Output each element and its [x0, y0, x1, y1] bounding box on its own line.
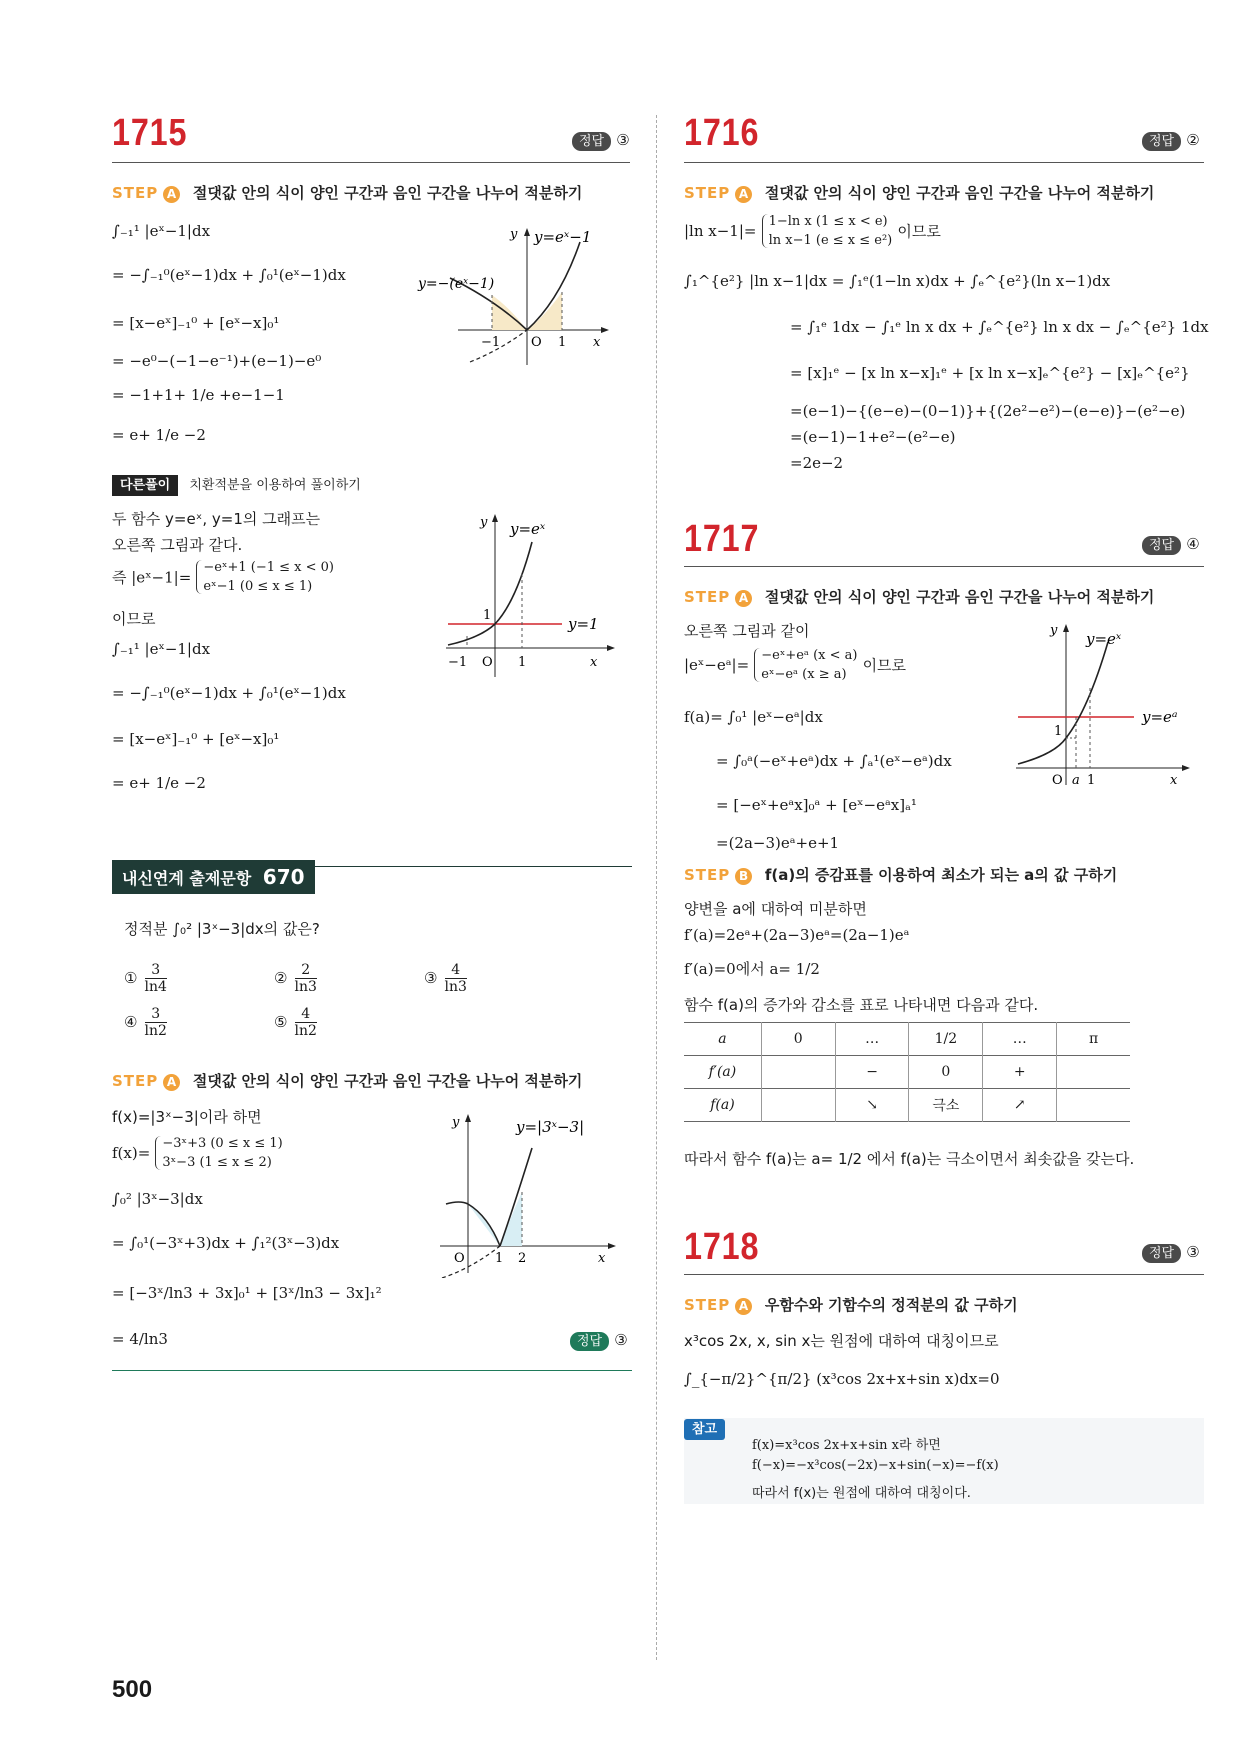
alt-cases — [112, 560, 334, 594]
step-a-1716 — [684, 182, 1154, 203]
graph-label: y=|3ˣ−3| — [516, 1118, 585, 1136]
tick-label: 2 — [518, 1251, 527, 1266]
column-divider — [656, 115, 657, 1660]
page-number: 500 — [112, 1676, 153, 1703]
choice-2[interactable] — [274, 962, 317, 995]
case-line: eˣ−eᵃ (x ≥ a) — [761, 667, 847, 682]
reference-tag: 참고 — [684, 1419, 725, 1440]
step-title: f(a)의 증감표를 이용하여 최소가 되는 a의 값 구하기 — [764, 866, 1118, 884]
related-problem-bar — [112, 860, 315, 894]
alt-line: ∫₋₁¹ |eˣ−1|dx — [112, 640, 211, 658]
axis-label: x — [593, 335, 601, 350]
axis-label: y — [480, 515, 488, 530]
step-title: 절댓값 안의 식이 양인 구간과 음인 구간을 나누어 적분하기 — [764, 588, 1155, 606]
alt-line: = [x−eˣ]₋₁⁰ + [eˣ−x]₀¹ — [112, 730, 280, 748]
choice-den: ln3 — [294, 979, 317, 995]
solution-line: =(e−1)−{(e−e)−(0−1)}+{(2e²−e²)−(e−e)}−(e²−e) — [790, 402, 1186, 420]
tick-label: −1 — [448, 655, 468, 670]
choice-num: 3 — [151, 1006, 161, 1022]
graph-ex-and-1 — [440, 512, 620, 682]
tick-label: O — [482, 655, 493, 670]
answer-1716 — [1142, 130, 1200, 149]
answer-1717 — [1142, 534, 1200, 553]
problem-number-1718: 1718 — [684, 1226, 760, 1268]
step-label: STEP — [112, 184, 159, 202]
solution-text: 오른쪽 그림과 같이 — [684, 622, 810, 640]
choice-den: ln3 — [444, 979, 467, 995]
alt-text: 두 함수 y=eˣ, y=1의 그래프는 — [112, 510, 321, 528]
increase-decrease-table — [684, 1022, 1130, 1122]
answer-badge: 정답 — [1142, 132, 1181, 151]
answer-badge: 정답 — [570, 1332, 609, 1351]
tick-label: 1 — [1054, 724, 1063, 739]
choice-den: ln2 — [294, 1023, 317, 1039]
step-a-1715 — [112, 182, 582, 203]
graph-abs-3x-minus-3 — [432, 1108, 622, 1278]
solution-line: ∫₀² |3ˣ−3|dx — [112, 1190, 203, 1208]
step-letter: A — [735, 1298, 752, 1315]
case-line: −eˣ+1 (−1 ≤ x < 0) — [203, 560, 334, 575]
choice-1[interactable] — [124, 962, 167, 995]
step-a-1717 — [684, 586, 1154, 607]
reference-tag-wrap — [684, 1418, 725, 1437]
table-cell: 0 — [761, 1023, 835, 1056]
step-a-1718 — [684, 1294, 1018, 1315]
solution-line: = e+ 1/e −2 — [112, 426, 206, 444]
axis-label: x — [1170, 773, 1178, 788]
answer-value: ② — [1186, 131, 1200, 149]
case-line: 1−ln x (1 ≤ x < e) — [768, 214, 888, 229]
choice-mark: ⑤ — [274, 1013, 288, 1031]
cases-suffix: 이므로 — [897, 222, 941, 241]
table-cell — [761, 1089, 835, 1122]
step-b-1717 — [684, 864, 1117, 885]
problem-number-1716: 1716 — [684, 112, 760, 154]
alt-text: 이므로 — [112, 610, 156, 628]
answer-1715 — [572, 130, 630, 149]
answer-badge: 정답 — [572, 132, 611, 151]
case-line: ln x−1 (e ≤ x ≤ e²) — [768, 233, 893, 248]
choice-num: 4 — [301, 1006, 311, 1022]
case-line: −eˣ+eᵃ (x < a) — [761, 648, 858, 663]
step-label: STEP — [684, 1296, 731, 1314]
cases-prefix: |eˣ−eᵃ|= — [684, 656, 750, 674]
step-a-670 — [112, 1070, 582, 1091]
table-cell: … — [983, 1023, 1057, 1056]
table-cell: f′(a) — [708, 1064, 737, 1080]
cases-prefix: 즉 |eˣ−1|= — [112, 568, 192, 587]
graph-label: y=−(eˣ−1) — [418, 276, 495, 292]
choice-den: ln4 — [144, 979, 167, 995]
bar-number: 670 — [262, 865, 305, 889]
solution-line: x³cos 2x, x, sin x는 원점에 대하여 대칭이므로 — [684, 1332, 999, 1350]
step-label: STEP — [684, 184, 731, 202]
table-row — [684, 1089, 1130, 1122]
cases-prefix: |ln x−1|= — [684, 222, 757, 240]
tick-label: 1 — [558, 335, 567, 350]
tick-label: 1 — [495, 1251, 504, 1266]
case-line: eˣ−1 (0 ≤ x ≤ 1) — [203, 579, 313, 594]
solution-line: f(x)=|3ˣ−3|이라 하면 — [112, 1108, 262, 1126]
step-title: 절댓값 안의 식이 양인 구간과 음인 구간을 나누어 적분하기 — [764, 184, 1155, 202]
solution-line: =(e−1)−1+e²−(e²−e) — [790, 428, 956, 446]
step-title: 절댓값 안의 식이 양인 구간과 음인 구간을 나누어 적분하기 — [192, 1072, 583, 1090]
solution-line: = [x−eˣ]₋₁⁰ + [eˣ−x]₀¹ — [112, 314, 280, 332]
divider — [112, 1370, 632, 1371]
solution-line: f′(a)=2eᵃ+(2a−3)eᵃ=(2a−1)eᵃ — [684, 926, 910, 944]
choice-3[interactable] — [424, 962, 467, 995]
reference-line: f(−x)=−x³cos(−2x)−x+sin(−x)=−f(x) — [752, 1458, 999, 1473]
answer-670 — [570, 1330, 628, 1349]
alt-line: = −∫₋₁⁰(eˣ−1)dx + ∫₀¹(eˣ−1)dx — [112, 684, 346, 702]
table-row — [684, 1056, 1130, 1089]
solution-line: =(2a−3)eᵃ+e+1 — [716, 834, 840, 852]
axis-label: y — [510, 227, 518, 242]
divider — [112, 162, 630, 163]
solution-line: = −∫₋₁⁰(eˣ−1)dx + ∫₀¹(eˣ−1)dx — [112, 266, 346, 284]
table-cell: f(a) — [710, 1097, 735, 1113]
graph-label: y=eˣ — [1086, 630, 1122, 648]
tick-label: 1 — [483, 608, 492, 623]
table-cell: ↗ — [983, 1089, 1057, 1122]
table-cell: + — [983, 1056, 1057, 1089]
solution-line: = [−3ˣ/ln3 + 3x]₀¹ + [3ˣ/ln3 − 3x]₁² — [112, 1284, 382, 1302]
alt-line: = e+ 1/e −2 — [112, 774, 206, 792]
answer-value: ④ — [1186, 535, 1200, 553]
step-letter: A — [735, 186, 752, 203]
graph-ex-and-ea — [1010, 620, 1210, 790]
choice-4[interactable] — [124, 1006, 167, 1039]
alt-solution-header — [112, 474, 361, 493]
divider — [684, 1274, 1204, 1275]
cases-suffix: 이므로 — [862, 656, 907, 675]
conclusion-1717: 따라서 함수 f(a)는 a= 1/2 에서 f(a)는 극소이면서 최솟값을 갖는다. — [684, 1150, 1135, 1168]
tick-label: 1 — [518, 655, 527, 670]
axis-label: y — [452, 1115, 460, 1130]
case-line: 3ˣ−3 (1 ≤ x ≤ 2) — [162, 1155, 272, 1170]
choice-num: 2 — [301, 962, 311, 978]
graph-label: y=eˣ−1 — [534, 228, 592, 246]
table-cell — [1057, 1056, 1130, 1089]
problem-number-1715: 1715 — [112, 112, 188, 154]
solution-line: 함수 f(a)의 증가와 감소를 표로 나타내면 다음과 같다. — [684, 996, 1039, 1014]
solution-line: =2e−2 — [790, 454, 844, 472]
step-letter: A — [735, 590, 752, 607]
choice-mark: ④ — [124, 1013, 138, 1031]
alt-text: 오른쪽 그림과 같다. — [112, 536, 243, 554]
axis-label: y — [1050, 623, 1058, 638]
solution-line: = −e⁰−(−1−e⁻¹)+(e−1)−e⁰ — [112, 352, 322, 370]
solution-line: f(a)= ∫₀¹ |eˣ−eᵃ|dx — [684, 708, 823, 726]
table-cell: ↘ — [835, 1089, 909, 1122]
step-letter: A — [163, 186, 180, 203]
table-cell: − — [835, 1056, 909, 1089]
solution-line: = ∫₀¹(−3ˣ+3)dx + ∫₁²(3ˣ−3)dx — [112, 1234, 340, 1252]
choice-mark: ① — [124, 969, 138, 987]
divider — [684, 566, 1204, 567]
solution-line: = [−eˣ+eᵃx]₀ᵃ + [eˣ−eᵃx]ₐ¹ — [716, 796, 917, 814]
step-letter: A — [163, 1074, 180, 1091]
tick-label: −1 — [481, 335, 501, 350]
solution-line: = ∫₀ᵃ(−eˣ+eᵃ)dx + ∫ₐ¹(eˣ−eᵃ)dx — [716, 752, 952, 770]
solution-line: ∫₁^{e²} |ln x−1|dx = ∫₁ᵉ(1−ln x)dx + ∫ₑ^{e²}(ln x−1)dx — [684, 272, 1111, 290]
table-cell: 극소 — [909, 1089, 983, 1122]
step-label: STEP — [112, 1072, 159, 1090]
answer-value: ③ — [1186, 1243, 1200, 1261]
table-cell: … — [835, 1023, 909, 1056]
choice-den: ln2 — [144, 1023, 167, 1039]
solution-line: 양변을 a에 대하여 미분하면 — [684, 900, 867, 918]
choice-5[interactable] — [274, 1006, 317, 1039]
choice-num: 3 — [151, 962, 161, 978]
solution-line: ∫₋₁¹ |eˣ−1|dx — [112, 222, 211, 240]
solution-line: = −1+1+ 1/e +e−1−1 — [112, 386, 285, 404]
answer-value: ③ — [614, 1331, 628, 1349]
step-title: 우함수와 기함수의 정적분의 값 구하기 — [764, 1296, 1018, 1314]
solution-line: f′(a)=0에서 a= 1/2 — [684, 960, 820, 978]
divider — [684, 162, 1204, 163]
table-cell: 0 — [909, 1056, 983, 1089]
cases-prefix: f(x)= — [112, 1144, 151, 1162]
axis-label: x — [598, 1251, 606, 1266]
tick-label: a — [1072, 773, 1080, 788]
graph-label: y=eˣ — [510, 520, 546, 538]
choice-mark: ③ — [424, 969, 438, 987]
step-label: STEP — [684, 866, 731, 884]
tick-label: O — [1052, 773, 1063, 788]
solution-line: ∫_{−π/2}^{π/2} (x³cos 2x+x+sin x)dx=0 — [684, 1370, 1000, 1388]
step-label: STEP — [684, 588, 731, 606]
solution-line: = 4/ln3 — [112, 1330, 168, 1348]
answer-1718 — [1142, 1242, 1200, 1261]
choice-mark: ② — [274, 969, 288, 987]
answer-value: ③ — [616, 131, 630, 149]
tick-label: O — [454, 1251, 465, 1266]
axis-label: x — [590, 655, 598, 670]
cases-1717 — [684, 648, 906, 682]
question-670: 정적분 ∫₀² |3ˣ−3|dx의 값은? — [124, 920, 320, 938]
alt-tag: 다른풀이 — [112, 475, 178, 496]
reference-line: f(x)=x³cos 2x+x+sin x라 하면 — [752, 1438, 941, 1453]
step-letter: B — [735, 868, 752, 885]
graph-label: y=eᵃ — [1142, 708, 1178, 726]
bar-text: 내신연계 출제문항 — [122, 869, 252, 888]
solution-line: = ∫₁ᵉ 1dx − ∫₁ᵉ ln x dx + ∫ₑ^{e²} ln x dx − ∫ₑ^{e²} 1dx — [790, 318, 1209, 336]
solution-line: = [x]₁ᵉ − [x ln x−x]₁ᵉ + [x ln x−x]ₑ^{e²} − [x]ₑ^{e²} — [790, 364, 1190, 382]
tick-label: O — [531, 335, 542, 350]
tick-label: 1 — [1087, 773, 1096, 788]
table-row — [684, 1023, 1130, 1056]
cases-1716 — [684, 214, 941, 248]
problem-number-1717: 1717 — [684, 518, 760, 560]
graph-label: y=1 — [568, 615, 599, 633]
answer-badge: 정답 — [1142, 536, 1181, 555]
alt-title: 치환적분을 이용하여 풀이하기 — [189, 478, 361, 493]
reference-line: 따라서 f(x)는 원점에 대하여 대칭이다. — [752, 1486, 971, 1501]
choice-num: 4 — [451, 962, 461, 978]
table-cell — [1057, 1089, 1130, 1122]
graph-abs-ex-minus-1 — [410, 220, 610, 370]
table-cell: 1/2 — [909, 1023, 983, 1056]
table-cell: a — [718, 1031, 727, 1047]
step-title: 절댓값 안의 식이 양인 구간과 음인 구간을 나누어 적분하기 — [192, 184, 583, 202]
answer-badge: 정답 — [1142, 1244, 1181, 1263]
cases-670 — [112, 1136, 283, 1170]
case-line: −3ˣ+3 (0 ≤ x ≤ 1) — [162, 1136, 283, 1151]
table-cell: π — [1057, 1023, 1130, 1056]
table-cell — [761, 1056, 835, 1089]
